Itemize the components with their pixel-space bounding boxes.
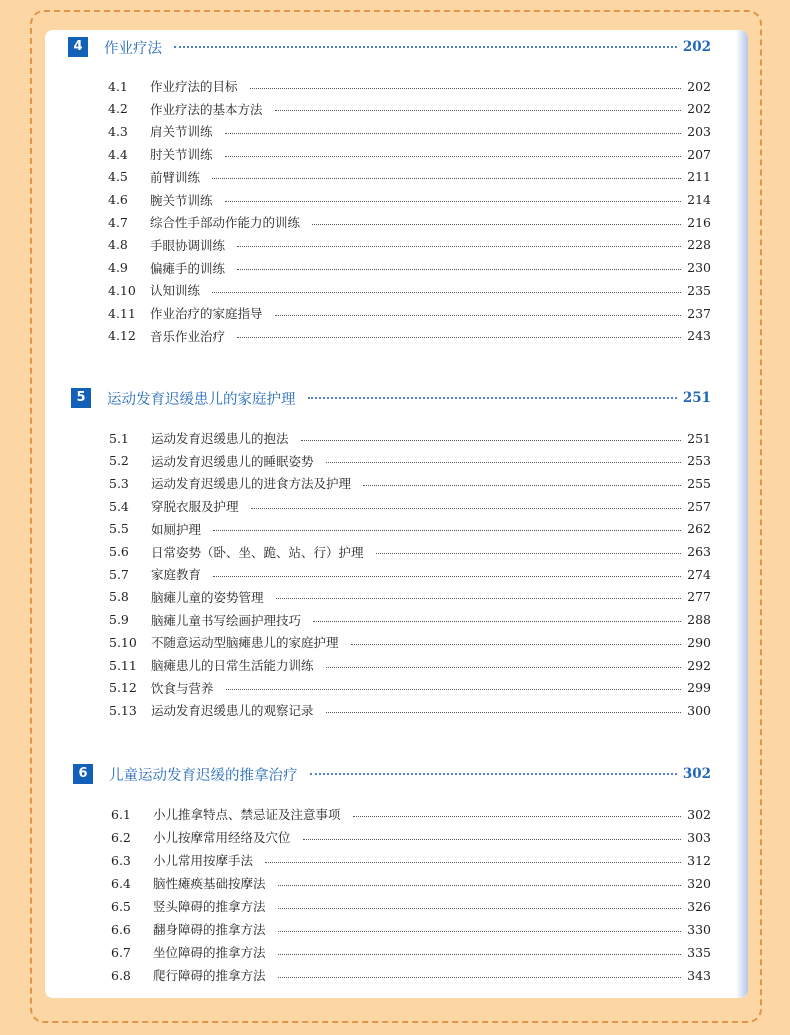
leader-dots [376, 553, 681, 554]
leader-dots [237, 269, 681, 270]
entry-title: 不随意运动型脑瘫患儿的家庭护理 [151, 635, 339, 651]
entry-number: 4.4 [108, 146, 128, 162]
entry-title: 作业治疗的家庭指导 [150, 306, 263, 321]
leader-dots [312, 224, 681, 225]
toc-entry[interactable] [111, 828, 711, 846]
entry-title: 家庭教育 [151, 567, 202, 583]
entry-page-number: 202 [687, 78, 711, 94]
entry-title: 坐位障碍的推拿方法 [153, 945, 266, 960]
entry-number: 5.7 [109, 566, 129, 582]
chapter-heading[interactable] [73, 763, 711, 785]
entry-title: 作业疗法的基本方法 [150, 101, 263, 117]
entry-page-number: 326 [687, 898, 711, 914]
toc-entry[interactable] [109, 520, 711, 538]
entry-number: 5.11 [109, 657, 137, 673]
entry-title: 小儿常用按摩手法 [153, 853, 254, 868]
entry-page-number: 230 [687, 260, 711, 276]
leader-dots [351, 644, 681, 645]
leader-dots [310, 773, 677, 775]
entry-number: 4.9 [108, 260, 128, 276]
entry-title: 认知训练 [150, 283, 201, 299]
entry-title: 穿脱衣服及护理 [151, 499, 239, 515]
leader-dots [275, 315, 681, 316]
chapter-title: 运动发育迟缓患儿的家庭护理 [107, 391, 296, 408]
chapter-heading[interactable] [71, 387, 711, 409]
entry-number: 6.5 [111, 898, 131, 914]
entry-number: 4.5 [108, 169, 128, 185]
entry-title: 脑瘫患儿的日常生活能力训练 [151, 658, 314, 673]
entry-title: 爬行障碍的推拿方法 [153, 968, 266, 983]
leader-dots [237, 246, 681, 247]
entry-number: 5.2 [109, 453, 129, 469]
chapter-number-badge: 5 [71, 388, 91, 408]
entry-page-number: 211 [687, 169, 711, 185]
entry-page-number: 262 [687, 521, 711, 537]
entry-number: 5.8 [109, 589, 129, 605]
toc-entry[interactable] [111, 897, 711, 915]
chapter-number-badge: 6 [73, 764, 93, 784]
toc-entry[interactable] [109, 611, 711, 629]
toc-entry[interactable] [109, 474, 711, 492]
toc-entry[interactable] [108, 77, 711, 95]
leader-dots [353, 816, 681, 817]
entry-title: 肘关节训练 [150, 147, 213, 163]
entry-title: 日常姿势（卧、坐、跪、站、行）护理 [151, 544, 364, 560]
entry-title: 运动发育迟缓患儿的睡眠姿势 [151, 453, 314, 469]
leader-dots [308, 397, 677, 399]
entry-number: 5.4 [109, 498, 129, 514]
entry-page-number: 235 [687, 282, 711, 298]
entry-title: 偏瘫手的训练 [150, 260, 226, 276]
leader-dots [226, 689, 681, 690]
entry-title: 运动发育迟缓患儿的抱法 [151, 431, 289, 446]
toc-entry[interactable] [109, 633, 711, 651]
entry-number: 5.10 [109, 634, 137, 650]
toc-entry[interactable] [111, 943, 711, 961]
entry-number: 5.5 [109, 521, 129, 537]
toc-entry[interactable] [109, 497, 711, 515]
entry-number: 4.8 [108, 237, 128, 253]
toc-entry[interactable] [109, 429, 711, 447]
toc-entry[interactable] [109, 565, 711, 583]
leader-dots [278, 954, 681, 955]
entry-number: 6.7 [111, 944, 131, 960]
toc-entry[interactable] [109, 701, 711, 719]
toc-entry[interactable] [108, 122, 711, 140]
entry-page-number: 216 [687, 214, 711, 230]
chapter-number-badge: 4 [68, 37, 88, 57]
entry-number: 4.3 [108, 123, 128, 139]
leader-dots [212, 178, 681, 179]
leader-dots [278, 931, 681, 932]
toc-entry[interactable] [108, 213, 711, 231]
entry-page-number: 214 [687, 192, 711, 207]
toc-entry[interactable] [108, 304, 711, 322]
leader-dots [225, 201, 681, 202]
entry-number: 5.9 [109, 612, 129, 628]
chapter-title: 作业疗法 [104, 40, 162, 57]
entry-page-number: 290 [687, 634, 711, 650]
entry-number: 4.7 [108, 214, 128, 230]
toc-entry[interactable] [111, 805, 711, 823]
entry-title: 肩关节训练 [150, 124, 213, 140]
toc-entry[interactable] [111, 874, 711, 892]
toc-entry[interactable] [108, 145, 711, 163]
entry-number: 6.4 [111, 875, 131, 891]
toc-entry[interactable] [109, 656, 711, 674]
leader-dots [275, 110, 681, 111]
entry-number: 4.11 [108, 305, 136, 321]
entry-page-number: 263 [687, 544, 711, 559]
leader-dots [276, 598, 681, 599]
entry-page-number: 288 [687, 612, 711, 628]
entry-number: 6.2 [111, 829, 131, 845]
entry-page-number: 207 [687, 146, 711, 162]
entry-number: 4.12 [108, 328, 136, 344]
entry-title: 音乐作业治疗 [150, 328, 226, 344]
chapter-page-number: 302 [682, 766, 711, 782]
entry-page-number: 302 [687, 806, 711, 822]
leader-dots [278, 885, 681, 886]
entry-page-number: 277 [687, 589, 711, 605]
entry-title: 作业疗法的目标 [150, 79, 238, 94]
leader-dots [301, 440, 681, 441]
toc-page [45, 30, 748, 998]
leader-dots [363, 485, 681, 486]
toc-entry[interactable] [111, 920, 711, 938]
entry-page-number: 203 [687, 123, 711, 139]
toc-entry[interactable] [108, 236, 711, 254]
entry-title: 脑性瘫痪基础按摩法 [153, 876, 266, 891]
entry-page-number: 299 [687, 680, 711, 696]
entry-number: 5.12 [109, 680, 137, 696]
toc-entry[interactable] [109, 588, 711, 606]
entry-number: 4.10 [108, 282, 136, 298]
toc-entry[interactable] [108, 259, 711, 277]
leader-dots [225, 156, 681, 157]
entry-page-number: 243 [687, 328, 711, 344]
entry-number: 4.1 [108, 78, 128, 94]
entry-number: 6.8 [111, 967, 131, 983]
entry-page-number: 251 [687, 430, 711, 446]
entry-title: 竖头障碍的推拿方法 [153, 899, 266, 914]
entry-title: 综合性手部动作能力的训练 [150, 215, 301, 231]
entry-number: 6.6 [111, 921, 131, 937]
toc-entry[interactable] [109, 679, 711, 697]
chapter-heading[interactable] [68, 36, 711, 58]
entry-title: 小儿推拿特点、禁忌证及注意事项 [153, 807, 341, 822]
entry-title: 翻身障碍的推拿方法 [153, 922, 266, 937]
entry-page-number: 312 [687, 852, 711, 868]
entry-title: 脑瘫儿童的姿势管理 [151, 589, 264, 605]
entry-page-number: 274 [687, 566, 711, 582]
entry-page-number: 228 [687, 237, 711, 253]
entry-number: 5.6 [109, 544, 129, 559]
entry-number: 4.6 [108, 192, 128, 207]
entry-page-number: 292 [687, 657, 711, 673]
leader-dots [251, 508, 681, 509]
leader-dots [174, 46, 677, 48]
entry-number: 5.3 [109, 475, 129, 491]
entry-number: 6.3 [111, 852, 131, 868]
toc-entry[interactable] [108, 100, 711, 118]
leader-dots [212, 292, 681, 293]
entry-number: 4.2 [108, 101, 128, 117]
entry-title: 运动发育迟缓患儿的观察记录 [151, 703, 314, 719]
entry-title: 脑瘫儿童书写绘画护理技巧 [151, 612, 302, 628]
leader-dots [265, 862, 681, 863]
leader-dots [250, 88, 681, 89]
leader-dots [278, 908, 681, 909]
toc-entry[interactable] [108, 191, 711, 209]
entry-page-number: 330 [687, 921, 711, 937]
leader-dots [326, 712, 681, 713]
chapter-title: 儿童运动发育迟缓的推拿治疗 [109, 767, 298, 784]
entry-page-number: 335 [687, 944, 711, 960]
entry-page-number: 202 [687, 101, 711, 117]
entry-page-number: 300 [687, 702, 711, 718]
entry-page-number: 255 [687, 475, 711, 491]
toc-entry[interactable] [109, 543, 711, 561]
entry-page-number: 320 [687, 875, 711, 891]
leader-dots [278, 977, 681, 978]
entry-title: 如厕护理 [151, 521, 202, 537]
leader-dots [326, 667, 681, 668]
toc-entry[interactable] [109, 452, 711, 470]
entry-page-number: 237 [687, 305, 711, 321]
leader-dots [237, 337, 681, 338]
entry-page-number: 343 [687, 967, 711, 983]
entry-page-number: 253 [687, 453, 711, 469]
entry-number: 5.13 [109, 702, 137, 718]
toc-entry[interactable] [108, 327, 711, 345]
leader-dots [225, 133, 681, 134]
page-edge-shade [736, 30, 748, 998]
toc-entry[interactable] [108, 168, 711, 186]
entry-page-number: 257 [687, 498, 711, 514]
toc-entry[interactable] [111, 851, 711, 869]
toc-entry[interactable] [111, 966, 711, 984]
entry-title: 饮食与营养 [151, 680, 214, 696]
chapter-page-number: 202 [682, 39, 711, 55]
leader-dots [213, 576, 681, 577]
entry-number: 6.1 [111, 806, 131, 822]
leader-dots [303, 839, 681, 840]
entry-title: 运动发育迟缓患儿的进食方法及护理 [151, 476, 352, 492]
leader-dots [313, 621, 681, 622]
chapter-page-number: 251 [682, 390, 711, 406]
entry-number: 5.1 [109, 430, 129, 446]
entry-page-number: 303 [687, 829, 711, 845]
entry-title: 手眼协调训练 [150, 237, 226, 253]
entry-title: 腕关节训练 [150, 192, 213, 208]
leader-dots [213, 530, 681, 531]
toc-entry[interactable] [108, 281, 711, 299]
leader-dots [326, 462, 681, 463]
entry-title: 前臂训练 [150, 169, 201, 185]
entry-title: 小儿按摩常用经络及穴位 [153, 830, 291, 845]
